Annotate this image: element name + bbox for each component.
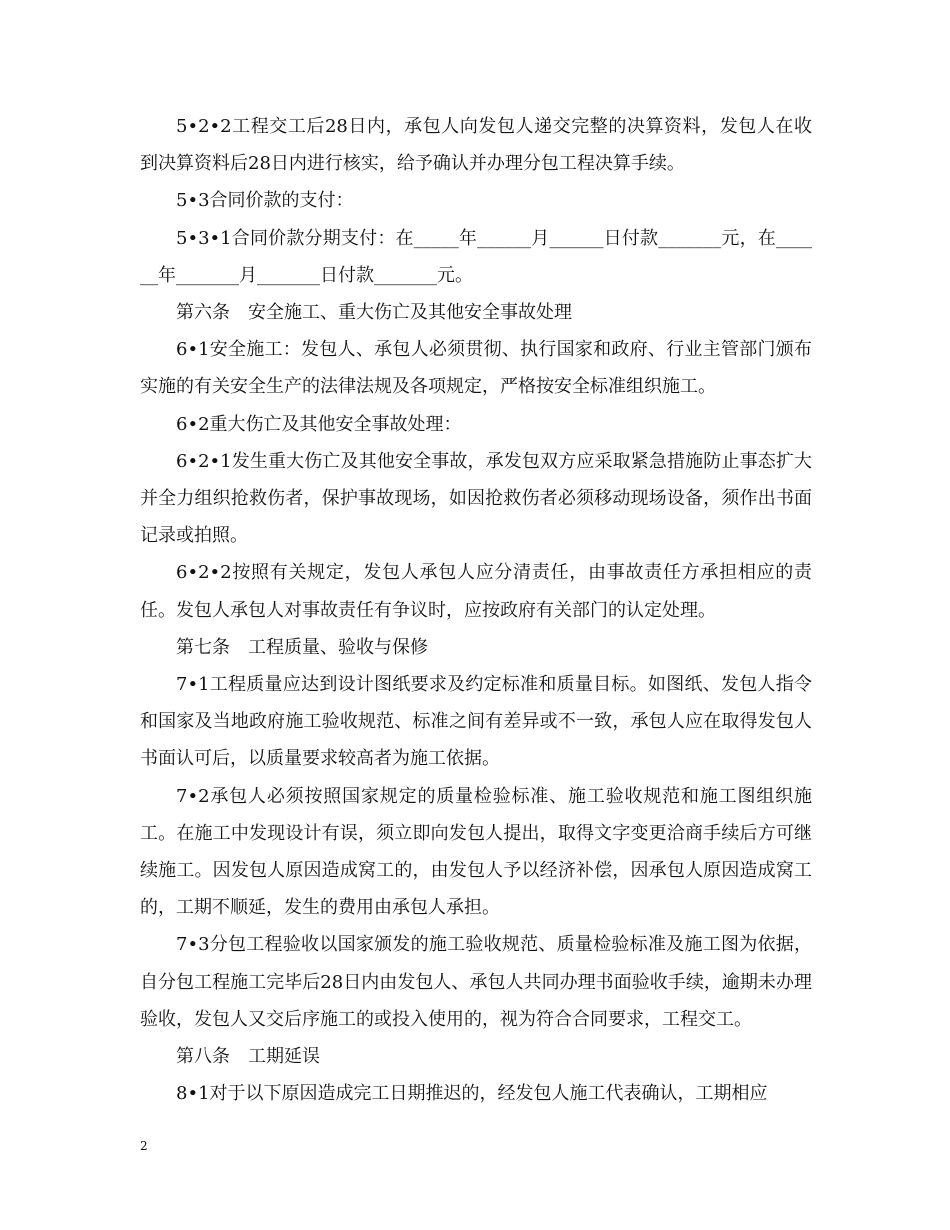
article-6-heading: 第六条 安全施工、重大伤亡及其他安全事故处理	[176, 302, 572, 324]
clause-6-1: 6•1安全施工：发包人、承包人必须贯彻、执行国家和政府、行业主管部门颁布实施的有关安全生产的法律法规及各项规定，严格按安全标准组织施工。	[140, 339, 812, 398]
clause-6-2-1: 6•2•1发生重大伤亡及其他安全事故，承发包双方应采取紧急措施防止事态扩大并全力组织抢救伤者，保护事故现场，如因抢救伤者必须移动现场设备，须作出书面记录或拍照。	[140, 450, 812, 547]
document-body	[140, 108, 812, 1112]
clause-6-2-2: 6•2•2按照有关规定，发包人承包人应分清责任，由事故责任方承担相应的责任。发包人承包人对事故责任有争议时，应按政府有关部门的认定处理。	[140, 562, 812, 621]
clause-5-2-2: 5•2•2工程交工后28日内，承包人向发包人递交完整的决算资料，发包人在收到决算资料后28日内进行核实，给予确认并办理分包工程决算手续。	[140, 116, 812, 175]
article-8-heading: 第八条 工期延误	[176, 1046, 320, 1068]
clause-8-1: 8•1对于以下原因造成完工日期推迟的，经发包人施工代表确认，工期相应	[176, 1083, 768, 1105]
article-7-heading: 第七条 工程质量、验收与保修	[176, 636, 428, 658]
page-number: 2	[140, 1139, 148, 1153]
clause-7-2: 7•2承包人必须按照国家规定的质量检验标准、施工验收规范和施工图组织施工。在施工中发现设计有误，须立即向发包人提出，取得文字变更洽商手续后方可继续施工。因发包人原因造成窝工的，由发包人予以经济补偿，因承包人原因造成窝工的，工期不顺延，发生的费用由承包人承担。	[140, 785, 812, 919]
clause-7-3: 7•3分包工程验收以国家颁发的施工验收规范、质量检验标准及施工图为依据，自分包工程施工完毕后28日内由发包人、承包人共同办理书面验收手续，逾期未办理验收，发包人又交后序施工的或投入使用的，视为符合合同要求，工程交工。	[140, 934, 812, 1030]
clause-5-3-heading: 5•3合同价款的支付：	[176, 190, 354, 212]
clause-7-1: 7•1工程质量应达到设计图纸要求及约定标准和质量目标。如图纸、发包人指令和国家及当地政府施工验收规范、标准之间有差异或不一致，承包人应在取得发包人书面认可后，以质量要求较高者为施工依据。	[140, 674, 812, 770]
clause-5-3-1: 5•3•1合同价款分期支付：在_____年______月______日付款_______元，在______年_______月_______日付款_______元。	[140, 227, 812, 286]
clause-6-2-heading: 6•2重大伤亡及其他安全事故处理：	[176, 413, 462, 435]
